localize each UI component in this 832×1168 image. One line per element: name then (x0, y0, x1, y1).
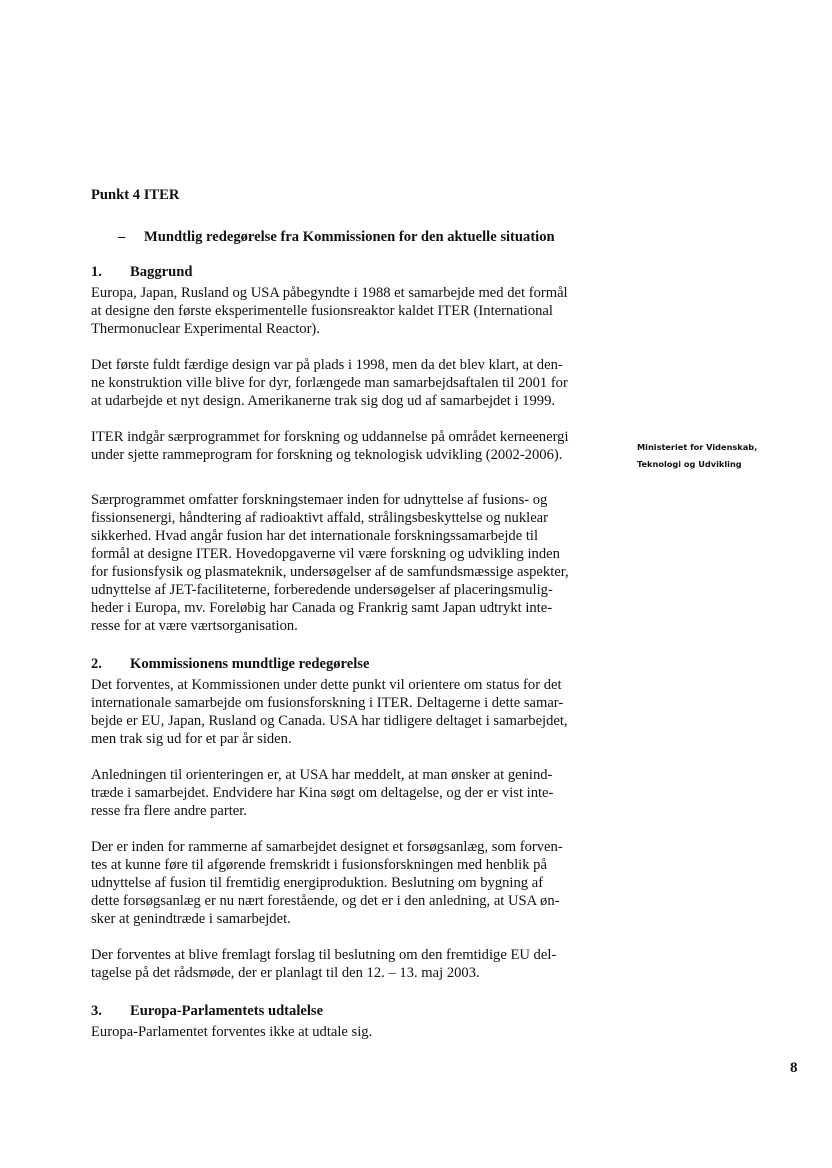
paragraph: Det forventes, at Kommissionen under dette punkt vil orientere om status for det internationale samarbejde om fusionsforskning i ITER. Deltagerne i dette samar- bejde er EU, Japan, Rusland og Canada. USA har tidligere deltaget i samarbejdet, men trak sig ud for et par år siden. (91, 677, 568, 747)
paragraph: Der forventes at blive fremlagt forslag til beslutning om den fremtidige EU del- tagelse på det rådsmøde, der er planlagt til den 12. – 13. maj 2003. (91, 947, 557, 981)
paragraph: Europa-Parlamentet forventes ikke at udtale sig. (91, 1024, 373, 1040)
section-heading-2 (91, 655, 616, 673)
section-title: Europa-Parlamentets udtalelse (130, 1003, 324, 1019)
section-title: Baggrund (130, 264, 193, 280)
section-number: 3. (91, 1003, 102, 1019)
subtitle-text: Mundtlig redegørelse fra Kommissionen for den aktuelle situation (144, 229, 555, 245)
paragraph: Det første fuldt færdige design var på plads i 1998, men da det blev klart, at den- ne konstruktion ville blive for dyr, forlængede man samarbejdsaftalen til 2001 for at udarbejde et nyt design. Amerikanerne trak sig dog ud af samarbejdet i 1999. (91, 357, 568, 409)
section-heading-1 (91, 263, 616, 281)
section-heading-3 (91, 1002, 616, 1020)
paragraph: ITER indgår særprogrammet for forskning og uddannelse på området kerneenergi under sjette rammeprogram for forskning og teknologisk udvikling (2002-2006). (91, 429, 569, 463)
section-title: Kommissionens mundtlige redegørelse (130, 656, 370, 672)
main-text-column (91, 186, 616, 1059)
paragraph: Europa, Japan, Rusland og USA påbegyndte i 1988 et samarbejde med det formål at designe den første eksperimentelle fusionsreaktor kaldet ITER (International Thermonuclear Experimental Reactor). (91, 285, 568, 337)
subtitle-dash: – (118, 229, 126, 245)
point-title: Punkt 4 ITER (91, 187, 180, 203)
ministry-sidebar-label: Ministeriet for Videnskab, Teknologi og Udvikling (637, 442, 758, 469)
subtitle (91, 228, 616, 246)
paragraph: Anledningen til orienteringen er, at USA har meddelt, at man ønsker at genind- træde i samarbejdet. Endvidere har Kina søgt om deltagelse, og der er vist inte- resse fra flere andre parter. (91, 767, 554, 819)
section-number: 1. (91, 264, 102, 280)
section-number: 2. (91, 656, 102, 672)
paragraph: Særprogrammet omfatter forskningstemaer inden for udnyttelse af fusions- og fissionsenergi, håndtering af radioaktivt affald, strålingsbeskyttelse og nuklear sikkerhed. Hvad angår fusion har det internationale forskningssamarbejde til formål at designe ITER. Hovedopgaverne vil være forskning og udvikling inden for fusionsfysik og plasmateknik, undersøgelser af de samfundsmæssige aspekter, udnyttelse af JET-faciliteterne, forberedende undersøgelser af placeringsmulig- heder i Europa, mv. Foreløbig har Canada og Frankrig samt Japan udtrykt inte- resse for at være værtsorganisation. (91, 492, 569, 634)
page-number: 8 (790, 1060, 798, 1076)
paragraph: Der er inden for rammerne af samarbejdet designet et forsøgsanlæg, som forven- tes at kunne føre til afgørende fremskridt i fusionsforskningen med henblik på udnyttelse af fusion til fremtidig energiproduktion. Beslutning om bygning af dette forsøgsanlæg er nu nært forestående, og det er i den anledning, at USA øn- sker at genindtræde i samarbejdet. (91, 839, 563, 927)
